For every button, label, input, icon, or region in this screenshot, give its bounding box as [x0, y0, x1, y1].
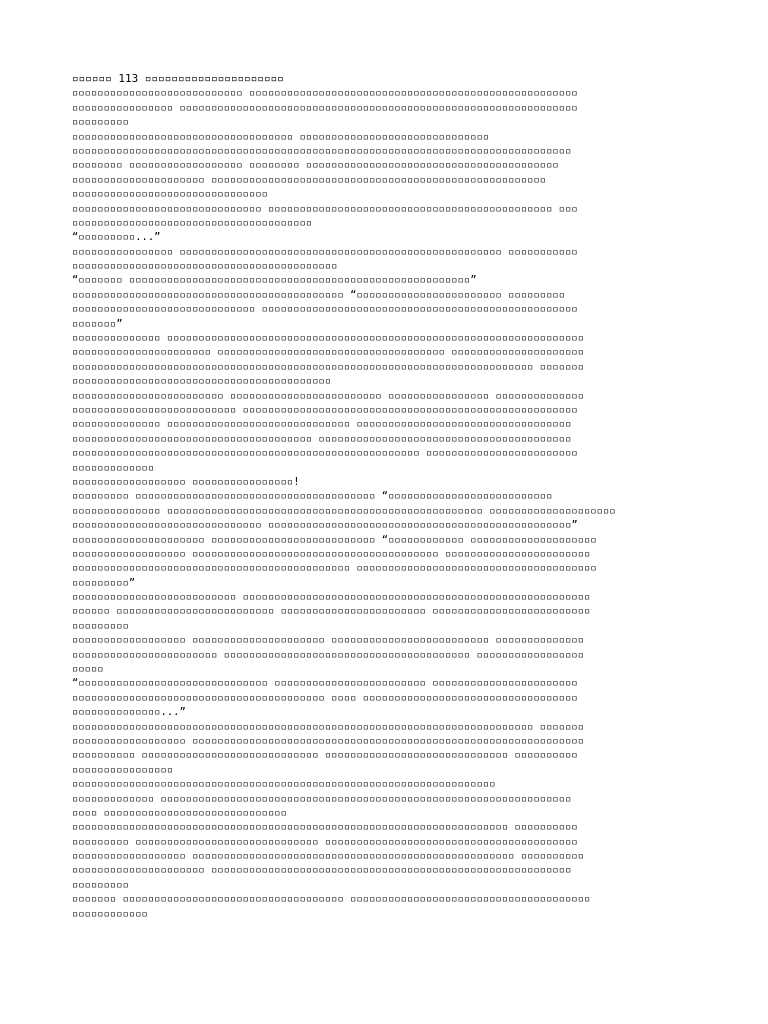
text-line: ▫▫▫▫▫▫▫▫▫▫▫▫▫▫▫▫▫▫▫▫▫▫▫▫▫▫▫▫▫▫▫▫▫▫▫ ▫▫▫▫▫▫▫▫▫▫▫▫▫▫▫▫▫▫▫▫▫▫▫▫▫▫▫▫▫▫	[72, 130, 490, 143]
text-line: ▫▫▫▫ ▫▫▫▫▫▫▫▫▫▫▫▫▫▫▫▫▫▫▫▫▫▫▫▫▫▫▫▫▫	[72, 806, 287, 819]
text-line: ▫▫▫▫▫▫▫▫▫▫▫▫▫▫...”	[72, 706, 186, 719]
text-line: ▫▫▫▫▫▫▫▫▫▫▫▫▫▫▫▫ ▫▫▫▫▫▫▫▫▫▫▫▫▫▫▫▫▫▫▫▫▫▫▫▫▫▫▫▫▫▫▫▫▫▫▫▫▫▫▫▫▫▫▫▫▫▫▫▫▫▫▫▫▫▫▫▫▫▫▫▫▫▫▫	[72, 101, 578, 114]
text-line: ▫▫▫▫▫▫▫▫▫▫▫▫▫	[72, 461, 155, 474]
text-line: ▫▫▫▫▫▫▫▫▫	[72, 619, 129, 632]
text-line: ▫▫▫▫▫▫▫▫▫▫▫▫▫▫▫▫▫▫▫▫▫▫▫▫▫▫ ▫▫▫▫▫▫▫▫▫▫▫▫▫▫▫▫▫▫▫▫▫▫▫▫▫▫▫▫▫▫▫▫▫▫▫▫▫▫▫▫▫▫▫▫▫▫▫▫▫▫▫▫▫▫▫	[72, 591, 591, 604]
text-line: ▫▫▫▫▫▫▫▫▫▫▫▫▫▫▫▫▫▫▫▫▫▫▫▫▫▫▫▫▫▫ ▫▫▫▫▫▫▫▫▫▫▫▫▫▫▫▫▫▫▫▫▫▫▫▫▫▫▫▫▫▫▫▫▫▫▫▫▫▫▫▫▫▫▫▫▫ ▫▫▫	[72, 202, 578, 215]
text-line: ▫▫▫▫▫▫▫▫▫▫▫▫▫▫▫▫	[72, 763, 174, 776]
text-line: ▫▫▫▫▫▫▫▫▫▫▫▫▫▫▫▫▫▫▫▫▫▫▫▫▫▫▫▫▫▫▫▫▫▫▫▫▫▫	[72, 216, 313, 229]
text-line: ▫▫▫▫▫▫▫▫▫▫▫▫▫▫▫▫▫▫▫▫▫▫▫▫▫▫▫▫▫▫▫▫▫▫▫▫▫▫▫▫▫▫▫▫▫▫▫▫▫▫▫▫▫▫▫▫▫▫▫▫▫▫▫▫▫▫▫▫▫▫▫▫▫▫▫▫▫▫▫	[72, 144, 572, 157]
text-line: ▫▫▫▫▫▫▫▫▫▫▫▫▫▫▫▫▫▫▫▫▫▫▫▫▫▫▫▫▫▫▫▫▫▫▫▫▫▫ ▫▫▫▫▫▫▫▫▫▫▫▫▫▫▫▫▫▫▫▫▫▫▫▫▫▫▫▫▫▫▫▫▫▫▫▫▫▫▫▫	[72, 432, 572, 445]
text-line: ▫▫▫▫▫▫▫▫▫	[72, 116, 129, 129]
text-line: ▫▫▫▫▫▫▫ ▫▫▫▫▫▫▫▫▫▫▫▫▫▫▫▫▫▫▫▫▫▫▫▫▫▫▫▫▫▫▫▫▫▫▫ ▫▫▫▫▫▫▫▫▫▫▫▫▫▫▫▫▫▫▫▫▫▫▫▫▫▫▫▫▫▫▫▫▫▫▫▫▫▫	[72, 893, 591, 906]
text-line: ▫▫▫▫▫▫▫▫▫▫▫▫▫▫▫▫▫▫ ▫▫▫▫▫▫▫▫▫▫▫▫▫▫▫▫!	[72, 475, 300, 488]
text-line: ▫▫▫▫▫▫▫▫▫▫▫▫▫▫ ▫▫▫▫▫▫▫▫▫▫▫▫▫▫▫▫▫▫▫▫▫▫▫▫▫▫▫▫▫▫▫▫▫▫▫▫▫▫▫▫▫▫▫▫▫▫▫▫▫▫ ▫▫▫▫▫▫▫▫▫▫▫▫▫▫▫▫▫▫▫▫	[72, 504, 616, 517]
text-line: ▫▫▫▫▫▫▫▫▫▫▫▫▫▫▫▫▫▫ ▫▫▫▫▫▫▫▫▫▫▫▫▫▫▫▫▫▫▫▫▫ ▫▫▫▫▫▫▫▫▫▫▫▫▫▫▫▫▫▫▫▫▫▫▫▫▫ ▫▫▫▫▫▫▫▫▫▫▫▫▫▫	[72, 634, 585, 647]
text-line: ▫▫▫▫▫▫▫▫▫▫▫▫▫▫▫▫▫▫▫▫▫▫▫▫▫▫▫▫▫▫▫▫▫▫▫▫▫▫▫▫▫▫▫▫▫▫▫▫▫▫▫▫▫▫▫▫▫▫▫▫▫▫▫▫▫▫▫	[72, 778, 496, 791]
text-line: ▫▫▫▫▫▫▫▫▫▫▫▫▫▫▫▫▫▫▫▫▫▫▫▫▫▫▫▫▫▫▫	[72, 188, 268, 201]
text-line: ▫▫▫▫▫▫▫▫▫▫▫▫▫▫▫▫▫▫▫▫▫▫▫▫▫▫▫▫▫▫▫▫▫▫▫▫▫▫▫▫▫▫▫▫ ▫▫▫▫▫▫▫▫▫▫▫▫▫▫▫▫▫▫▫▫▫▫▫▫▫▫▫▫▫▫▫▫▫▫▫▫▫▫	[72, 562, 597, 575]
text-line: “▫▫▫▫▫▫▫▫▫▫▫▫▫▫▫▫▫▫▫▫▫▫▫▫▫▫▫▫▫▫ ▫▫▫▫▫▫▫▫▫▫▫▫▫▫▫▫▫▫▫▫▫▫▫▫ ▫▫▫▫▫▫▫▫▫▫▫▫▫▫▫▫▫▫▫▫▫▫▫	[72, 677, 578, 690]
text-line: “▫▫▫▫▫▫▫▫▫...”	[72, 231, 161, 244]
text-line: ▫▫▫▫▫▫▫▫▫▫▫▫▫▫▫▫▫▫ ▫▫▫▫▫▫▫▫▫▫▫▫▫▫▫▫▫▫▫▫▫▫▫▫▫▫▫▫▫▫▫▫▫▫▫▫▫▫▫▫▫▫▫▫▫▫▫▫▫▫▫▫▫▫▫▫▫▫▫▫▫▫	[72, 734, 585, 747]
text-line: ▫▫▫▫▫▫▫▫▫▫▫▫▫▫▫▫▫▫▫▫▫ ▫▫▫▫▫▫▫▫▫▫▫▫▫▫▫▫▫▫▫▫▫▫▫▫▫▫▫▫▫▫▫▫▫▫▫▫▫▫▫▫▫▫▫▫▫▫▫▫▫▫▫▫▫	[72, 173, 547, 186]
text-line: ▫▫▫▫▫▫▫▫▫▫▫▫▫▫▫▫▫▫▫▫▫▫▫▫▫▫▫ ▫▫▫▫▫▫▫▫▫▫▫▫▫▫▫▫▫▫▫▫▫▫▫▫▫▫▫▫▫▫▫▫▫▫▫▫▫▫▫▫▫▫▫▫▫▫▫▫▫▫▫▫	[72, 87, 578, 100]
text-line: ▫▫▫▫▫▫▫▫▫▫▫▫▫▫▫▫▫▫▫▫▫▫▫▫▫▫▫▫▫▫ ▫▫▫▫▫▫▫▫▫▫▫▫▫▫▫▫▫▫▫▫▫▫▫▫▫▫▫▫▫▫▫▫▫▫▫▫▫▫▫▫▫▫▫▫▫▫▫▫”	[72, 519, 578, 532]
text-line: ▫▫▫▫▫▫▫▫▫▫▫▫▫▫▫▫▫▫▫▫▫ ▫▫▫▫▫▫▫▫▫▫▫▫▫▫▫▫▫▫▫▫▫▫▫▫▫▫▫▫▫▫▫▫▫▫▫▫▫▫▫▫▫▫▫▫▫▫▫▫▫▫▫▫▫▫▫▫▫	[72, 864, 572, 877]
text-line: ▫▫▫▫▫▫▫▫▫▫▫▫▫▫▫▫▫▫▫▫▫▫▫▫ ▫▫▫▫▫▫▫▫▫▫▫▫▫▫▫▫▫▫▫▫▫▫▫▫ ▫▫▫▫▫▫▫▫▫▫▫▫▫▫▫▫ ▫▫▫▫▫▫▫▫▫▫▫▫▫▫	[72, 389, 585, 402]
text-line: ▫▫▫▫▫▫▫▫▫ ▫▫▫▫▫▫▫▫▫▫▫▫▫▫▫▫▫▫▫▫▫▫▫▫▫▫▫▫▫▫▫▫▫▫▫▫▫▫ “▫▫▫▫▫▫▫▫▫▫▫▫▫▫▫▫▫▫▫▫▫▫▫▫▫▫	[72, 490, 553, 503]
text-line: ▫▫▫▫▫▫▫▫▫	[72, 878, 129, 891]
text-line: ▫▫▫▫▫▫▫▫▫▫▫▫▫▫▫▫▫▫▫▫▫▫ ▫▫▫▫▫▫▫▫▫▫▫▫▫▫▫▫▫▫▫▫▫▫▫▫▫▫▫▫▫▫▫▫▫▫▫▫ ▫▫▫▫▫▫▫▫▫▫▫▫▫▫▫▫▫▫▫▫▫	[72, 346, 585, 359]
text-line: ▫▫▫▫▫▫▫▫▫▫▫▫▫▫ ▫▫▫▫▫▫▫▫▫▫▫▫▫▫▫▫▫▫▫▫▫▫▫▫▫▫▫▫▫▫▫▫▫▫▫▫▫▫▫▫▫▫▫▫▫▫▫▫▫▫▫▫▫▫▫▫▫▫▫▫▫▫▫▫▫▫	[72, 332, 585, 345]
text-line: ▫▫▫▫▫▫▫▫▫▫▫▫▫▫▫▫▫▫▫▫▫▫▫▫▫▫▫▫▫▫▫▫▫▫▫▫▫▫▫▫ ▫▫▫▫ ▫▫▫▫▫▫▫▫▫▫▫▫▫▫▫▫▫▫▫▫▫▫▫▫▫▫▫▫▫▫▫▫▫▫	[72, 691, 578, 704]
text-line: ▫▫▫▫▫▫▫▫▫▫▫▫▫▫▫▫▫▫▫▫▫▫▫▫▫▫▫▫▫▫▫▫▫▫▫▫▫▫▫▫▫▫▫▫▫▫▫▫▫▫▫▫▫▫▫ ▫▫▫▫▫▫▫▫▫▫▫▫▫▫▫▫▫▫▫▫▫▫▫▫	[72, 447, 578, 460]
text-line: ▫▫▫▫▫▫▫▫▫ ▫▫▫▫▫▫▫▫▫▫▫▫▫▫▫▫▫▫▫▫▫▫▫▫▫▫▫▫▫ ▫▫▫▫▫▫▫▫▫▫▫▫▫▫▫▫▫▫▫▫▫▫▫▫▫▫▫▫▫▫▫▫▫▫▫▫▫▫▫▫	[72, 835, 578, 848]
text-line: ▫▫▫▫▫▫▫▫▫▫▫▫▫ ▫▫▫▫▫▫▫▫▫▫▫▫▫▫▫▫▫▫▫▫▫▫▫▫▫▫▫▫▫▫▫▫▫▫▫▫▫▫▫▫▫▫▫▫▫▫▫▫▫▫▫▫▫▫▫▫▫▫▫▫▫▫▫▫▫	[72, 792, 572, 805]
text-line: ▫▫▫▫▫	[72, 663, 104, 676]
chapter-heading: ▫▫▫▫▫▫ 113 ▫▫▫▫▫▫▫▫▫▫▫▫▫▫▫▫▫▫▫▫▫	[72, 72, 284, 85]
text-line: ▫▫▫▫▫▫▫▫▫▫▫▫▫▫▫▫▫▫▫▫▫▫▫▫▫▫ ▫▫▫▫▫▫▫▫▫▫▫▫▫▫▫▫▫▫▫▫▫▫▫▫▫▫▫▫▫▫▫▫▫▫▫▫▫▫▫▫▫▫▫▫▫▫▫▫▫▫▫▫▫	[72, 403, 578, 416]
text-line: ▫▫▫▫▫▫▫▫▫▫▫▫▫▫▫▫▫▫ ▫▫▫▫▫▫▫▫▫▫▫▫▫▫▫▫▫▫▫▫▫▫▫▫▫▫▫▫▫▫▫▫▫▫▫▫▫▫▫ ▫▫▫▫▫▫▫▫▫▫▫▫▫▫▫▫▫▫▫▫▫▫▫	[72, 547, 591, 560]
text-line: ▫▫▫▫▫▫▫▫▫▫▫▫▫▫▫▫▫▫▫▫▫▫▫▫▫▫▫▫▫ ▫▫▫▫▫▫▫▫▫▫▫▫▫▫▫▫▫▫▫▫▫▫▫▫▫▫▫▫▫▫▫▫▫▫▫▫▫▫▫▫▫▫▫▫▫▫▫▫▫▫	[72, 303, 578, 316]
text-line: ▫▫▫▫▫▫▫▫▫▫▫▫▫▫▫▫ ▫▫▫▫▫▫▫▫▫▫▫▫▫▫▫▫▫▫▫▫▫▫▫▫▫▫▫▫▫▫▫▫▫▫▫▫▫▫▫▫▫▫▫▫▫▫▫▫▫▫▫ ▫▫▫▫▫▫▫▫▫▫▫	[72, 245, 578, 258]
text-line: “▫▫▫▫▫▫▫ ▫▫▫▫▫▫▫▫▫▫▫▫▫▫▫▫▫▫▫▫▫▫▫▫▫▫▫▫▫▫▫▫▫▫▫▫▫▫▫▫▫▫▫▫▫▫▫▫▫▫▫▫▫▫”	[72, 274, 477, 287]
text-line: ▫▫▫▫▫▫▫▫▫▫▫▫▫▫ ▫▫▫▫▫▫▫▫▫▫▫▫▫▫▫▫▫▫▫▫▫▫▫▫▫▫▫▫▫ ▫▫▫▫▫▫▫▫▫▫▫▫▫▫▫▫▫▫▫▫▫▫▫▫▫▫▫▫▫▫▫▫▫▫	[72, 418, 572, 431]
text-line: ▫▫▫▫▫▫ ▫▫▫▫▫▫▫▫▫▫▫▫▫▫▫▫▫▫▫▫▫▫▫▫▫ ▫▫▫▫▫▫▫▫▫▫▫▫▫▫▫▫▫▫▫▫▫▫▫ ▫▫▫▫▫▫▫▫▫▫▫▫▫▫▫▫▫▫▫▫▫▫▫▫▫	[72, 605, 591, 618]
text-line: ▫▫▫▫▫▫▫▫▫▫▫▫▫▫▫▫▫▫▫▫▫▫▫▫▫▫▫▫▫▫▫▫▫▫▫▫▫▫▫▫▫▫	[72, 260, 338, 273]
body-text	[72, 86, 702, 921]
text-line: ▫▫▫▫▫▫▫▫▫▫▫▫▫▫▫▫▫▫ ▫▫▫▫▫▫▫▫▫▫▫▫▫▫▫▫▫▫▫▫▫▫▫▫▫▫▫▫▫▫▫▫▫▫▫▫▫▫▫▫▫▫▫▫▫▫▫▫▫▫▫ ▫▫▫▫▫▫▫▫▫▫	[72, 850, 585, 863]
text-line: ▫▫▫▫▫▫▫▫▫▫▫▫▫▫▫▫▫▫▫▫▫ ▫▫▫▫▫▫▫▫▫▫▫▫▫▫▫▫▫▫▫▫▫▫▫▫▫▫ “▫▫▫▫▫▫▫▫▫▫▫▫ ▫▫▫▫▫▫▫▫▫▫▫▫▫▫▫▫▫▫▫▫	[72, 533, 597, 546]
text-line: ▫▫▫▫▫▫▫▫▫▫ ▫▫▫▫▫▫▫▫▫▫▫▫▫▫▫▫▫▫▫▫▫▫▫▫▫▫▫▫ ▫▫▫▫▫▫▫▫▫▫▫▫▫▫▫▫▫▫▫▫▫▫▫▫▫▫▫▫▫ ▫▫▫▫▫▫▫▫▫▫	[72, 749, 578, 762]
text-line: ▫▫▫▫▫▫▫▫▫▫▫▫▫▫▫▫▫▫▫▫▫▫▫ ▫▫▫▫▫▫▫▫▫▫▫▫▫▫▫▫▫▫▫▫▫▫▫▫▫▫▫▫▫▫▫▫▫▫▫▫▫▫▫ ▫▫▫▫▫▫▫▫▫▫▫▫▫▫▫▫▫	[72, 648, 585, 661]
text-line: ▫▫▫▫▫▫▫▫▫▫▫▫▫▫▫▫▫▫▫▫▫▫▫▫▫▫▫▫▫▫▫▫▫▫▫▫▫▫▫▫▫▫▫▫▫▫▫▫▫▫▫▫▫▫▫▫▫▫▫▫▫▫▫▫▫▫▫▫▫▫▫▫▫ ▫▫▫▫▫▫▫	[72, 720, 585, 733]
text-line: ▫▫▫▫▫▫▫▫▫▫▫▫▫▫▫▫▫▫▫▫▫▫▫▫▫▫▫▫▫▫▫▫▫▫▫▫▫▫▫▫▫▫▫ “▫▫▫▫▫▫▫▫▫▫▫▫▫▫▫▫▫▫▫▫▫▫▫ ▫▫▫▫▫▫▫▫▫	[72, 288, 566, 301]
text-line: ▫▫▫▫▫▫▫▫▫▫▫▫	[72, 907, 148, 920]
text-line: ▫▫▫▫▫▫▫▫▫”	[72, 576, 136, 589]
text-line: ▫▫▫▫▫▫▫▫ ▫▫▫▫▫▫▫▫▫▫▫▫▫▫▫▫▫▫ ▫▫▫▫▫▫▫▫ ▫▫▫▫▫▫▫▫▫▫▫▫▫▫▫▫▫▫▫▫▫▫▫▫▫▫▫▫▫▫▫▫▫▫▫▫▫▫▫▫	[72, 159, 559, 172]
text-line: ▫▫▫▫▫▫▫▫▫▫▫▫▫▫▫▫▫▫▫▫▫▫▫▫▫▫▫▫▫▫▫▫▫▫▫▫▫▫▫▫▫	[72, 375, 332, 388]
text-line: ▫▫▫▫▫▫▫▫▫▫▫▫▫▫▫▫▫▫▫▫▫▫▫▫▫▫▫▫▫▫▫▫▫▫▫▫▫▫▫▫▫▫▫▫▫▫▫▫▫▫▫▫▫▫▫▫▫▫▫▫▫▫▫▫▫▫▫▫▫▫▫▫▫ ▫▫▫▫▫▫▫	[72, 360, 585, 373]
document-page	[72, 72, 702, 921]
text-line: ▫▫▫▫▫▫▫▫▫▫▫▫▫▫▫▫▫▫▫▫▫▫▫▫▫▫▫▫▫▫▫▫▫▫▫▫▫▫▫▫▫▫▫▫▫▫▫▫▫▫▫▫▫▫▫▫▫▫▫▫▫▫▫▫▫▫▫▫▫ ▫▫▫▫▫▫▫▫▫▫	[72, 821, 578, 834]
text-line: ▫▫▫▫▫▫▫”	[72, 317, 123, 330]
